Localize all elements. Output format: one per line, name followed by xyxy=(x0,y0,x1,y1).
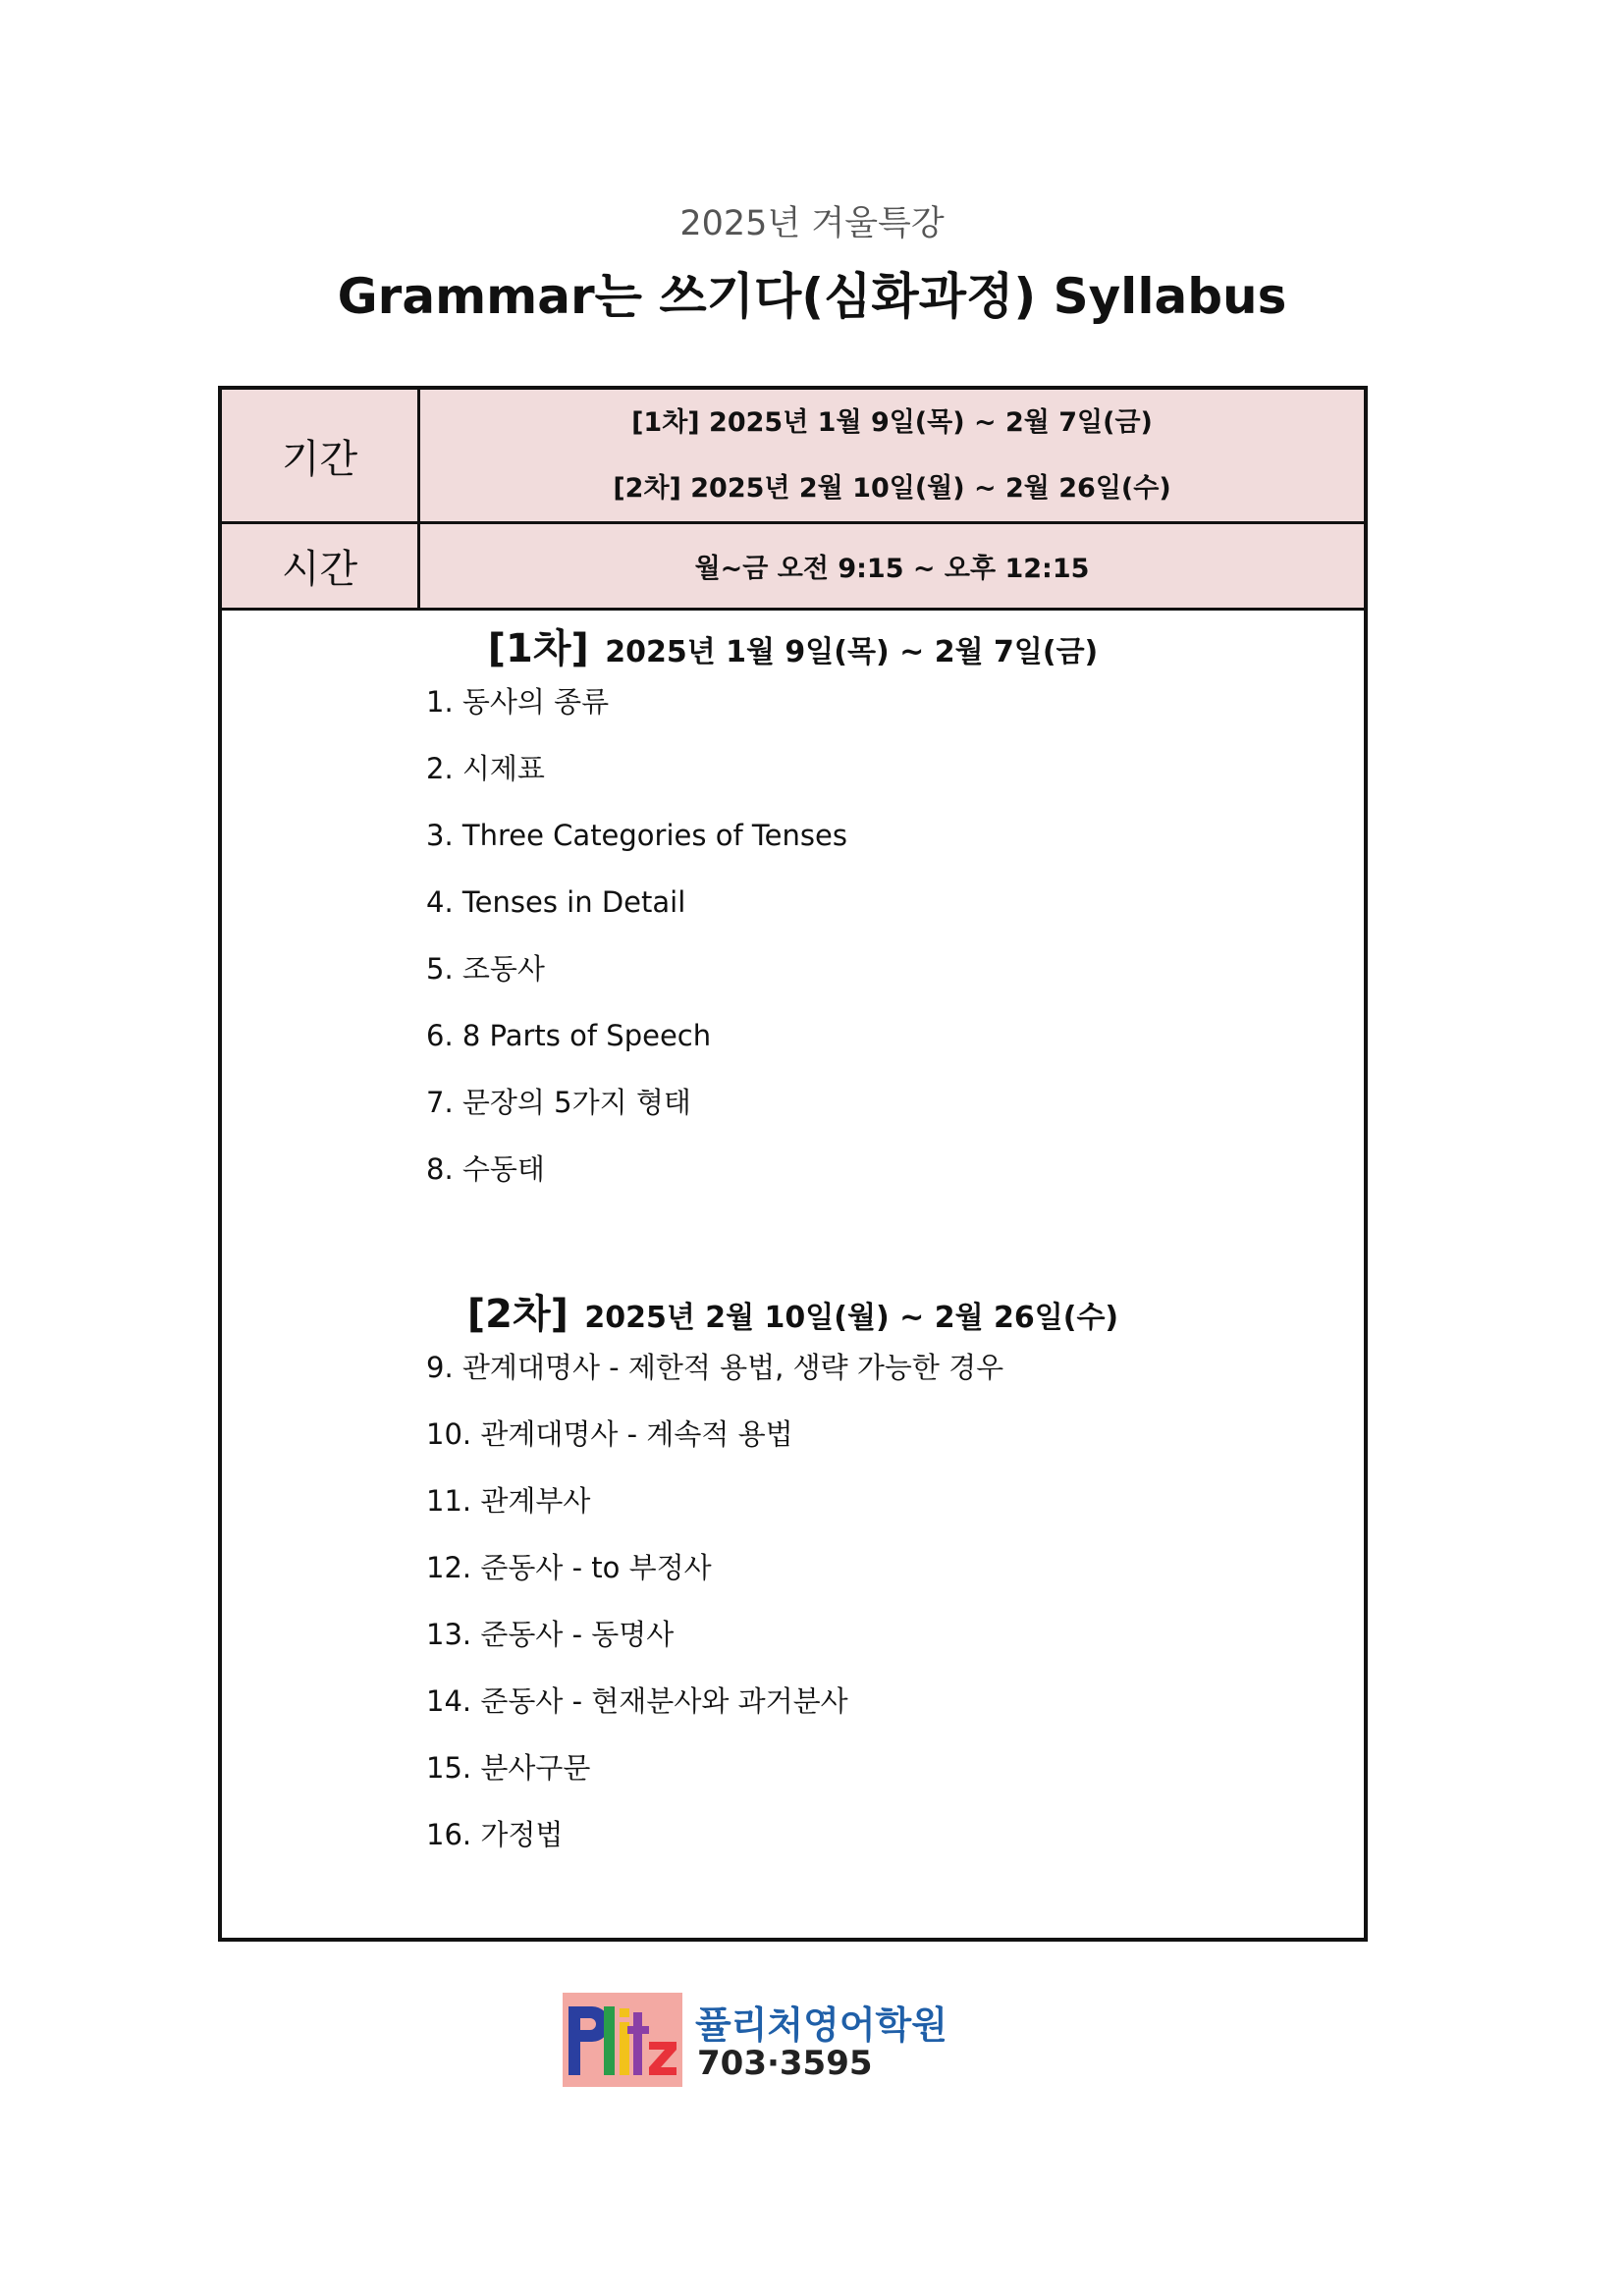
page-title: Grammar는 쓰기다(심화과정) Syllabus xyxy=(337,268,1287,325)
list-item: 9. 관계대명사 - 제한적 용법, 생략 가능한 경우 xyxy=(426,1351,1004,1384)
list-item: 5. 조동사 xyxy=(426,952,545,986)
section-heading-2 xyxy=(222,1283,1364,1339)
section-tag: [1차] xyxy=(487,626,589,671)
list-item: 11. 관계부사 xyxy=(426,1484,591,1518)
period-label: 기간 xyxy=(222,390,420,521)
list-item: 13. 준동사 - 동명사 xyxy=(426,1618,675,1651)
topic-list-2 xyxy=(426,1348,1003,1882)
time-value: 월~금 오전 9:15 ~ 오후 12:15 xyxy=(694,554,1090,584)
section-dates: 2025년 1월 9일(목) ~ 2월 7일(금) xyxy=(605,635,1099,669)
list-item: 8. 수동태 xyxy=(426,1152,545,1186)
time-row xyxy=(222,524,1364,611)
list-item: 15. 분사구문 xyxy=(426,1751,591,1785)
academy-logo xyxy=(563,1993,682,2087)
period-row xyxy=(222,390,1364,524)
list-item: 4. Tenses in Detail xyxy=(426,885,686,919)
list-item: 3. Three Categories of Tenses xyxy=(426,819,847,852)
time-label: 시간 xyxy=(222,524,420,608)
period-line-1: [1차] 2025년 1월 9일(목) ~ 2월 7일(금) xyxy=(631,407,1153,438)
period-line-2: [2차] 2025년 2월 10일(월) ~ 2월 26일(수) xyxy=(613,473,1171,504)
list-item: 16. 가정법 xyxy=(426,1818,564,1851)
academy-phone: 703·3595 xyxy=(697,2044,873,2083)
syllabus-table xyxy=(218,386,1368,1942)
period-value xyxy=(420,390,1364,521)
page-subtitle: 2025년 겨울특강 xyxy=(679,204,945,243)
section-dates: 2025년 2월 10일(월) ~ 2월 26일(수) xyxy=(584,1301,1119,1335)
list-item: 10. 관계대명사 - 계속적 용법 xyxy=(426,1417,793,1451)
list-item: 12. 준동사 - to 부정사 xyxy=(426,1551,712,1584)
topic-list-1 xyxy=(426,682,847,1216)
section-tag: [2차] xyxy=(466,1292,568,1337)
list-item: 14. 준동사 - 현재분사와 과거분사 xyxy=(426,1684,848,1718)
academy-footer xyxy=(563,1993,975,2087)
logo-letters-icon xyxy=(563,1993,682,2087)
list-item: 1. 동사의 종류 xyxy=(426,685,610,719)
list-item: 7. 문장의 5가지 형태 xyxy=(426,1086,691,1119)
list-item: 6. 8 Parts of Speech xyxy=(426,1019,712,1052)
section-heading-1 xyxy=(222,617,1364,673)
list-item: 2. 시제표 xyxy=(426,752,545,785)
academy-name: 퓰리처영어학원 xyxy=(695,2003,947,2047)
